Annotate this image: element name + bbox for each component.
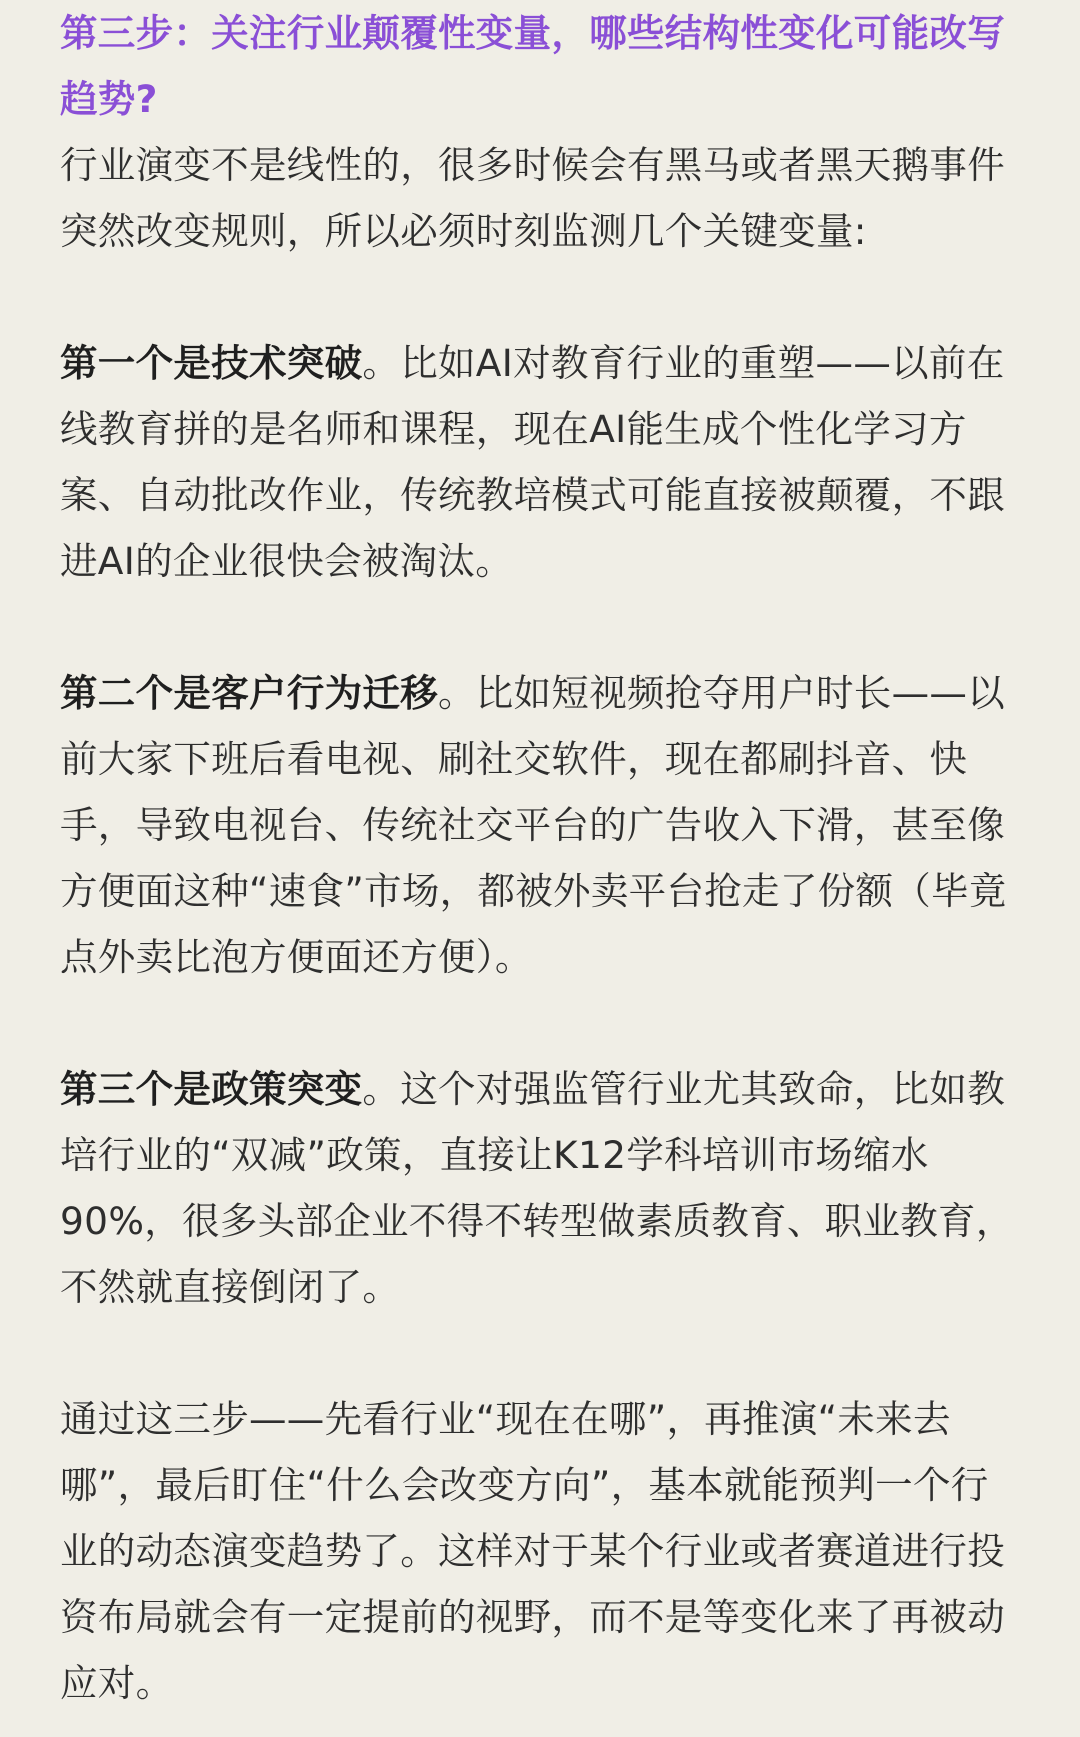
- point-body-technology: 。比如AI对教育行业的重塑——以前在线教育拼的是名师和课程，现在AI能生成个性化学习方案、自动批改作业，传统教培模式可能直接被颠覆，不跟进AI的企业很快会被淘汰。: [60, 341, 1005, 583]
- paragraph-spacer: [60, 1320, 1020, 1386]
- paragraph-spacer: [60, 264, 1020, 330]
- paragraph-spacer: [60, 594, 1020, 660]
- point-paragraph-technology: [60, 330, 1020, 594]
- point-paragraph-policy: [60, 1056, 1020, 1320]
- point-body-policy: 。这个对强监管行业尤其致命，比如教培行业的“双减”政策，直接让K12学科培训市场缩水90%，很多头部企业不得不转型做素质教育、职业教育，不然就直接倒闭了。: [60, 1067, 1014, 1309]
- conclusion-paragraph: 通过这三步——先看行业“现在在哪”，再推演“未来去哪”，最后盯住“什么会改变方向”，基本就能预判一个行业的动态演变趋势了。这样对于某个行业或者赛道进行投资布局就会有一定提前的视野，而不是等变化来了再被动应对。: [60, 1397, 1005, 1705]
- point-lead-technology: 第一个是技术突破: [60, 341, 363, 385]
- point-paragraph-customer: [60, 660, 1020, 990]
- point-lead-customer: 第二个是客户行为迁移: [60, 671, 438, 715]
- section-heading: 第三步：关注行业颠覆性变量，哪些结构性变化可能改写趋势?: [60, 11, 1005, 121]
- paragraph-spacer: [60, 990, 1020, 1056]
- point-lead-policy: 第三个是政策突变: [60, 1067, 363, 1111]
- point-body-customer: 。比如短视频抢夺用户时长——以前大家下班后看电视、刷社交软件，现在都刷抖音、快手，导致电视台、传统社交平台的广告收入下滑，甚至像方便面这种“速食”市场，都被外卖平台抢走了份额（毕竟点外卖比泡方便面还方便）。: [60, 671, 1007, 979]
- intro-paragraph: 行业演变不是线性的，很多时候会有黑马或者黑天鹅事件突然改变规则，所以必须时刻监测几个关键变量:: [60, 143, 1005, 253]
